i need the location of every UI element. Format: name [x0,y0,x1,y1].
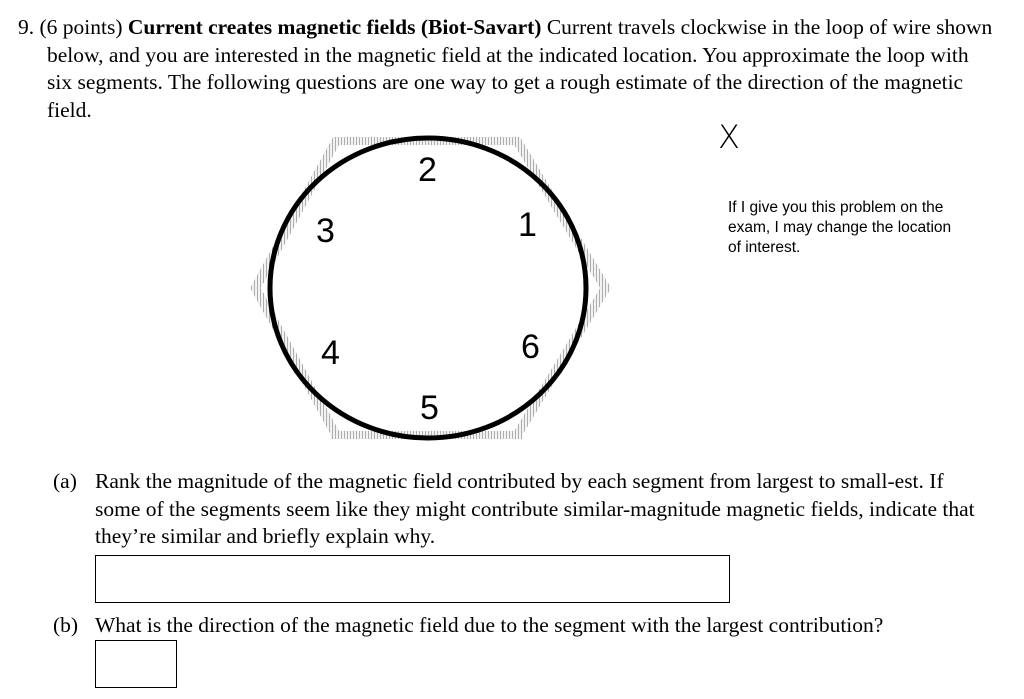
segment-label-4: 4 [321,334,340,372]
segment-label-6: 6 [521,328,540,366]
problem-title: Current creates magnetic fields (Biot-Savart) [127,15,542,39]
question-b-tag: (b) [53,613,79,637]
question-b [53,612,1013,640]
loop-diagram [245,125,615,450]
segment-label-1: 1 [518,206,537,244]
segment-label-2: 2 [418,151,437,189]
problem-paragraph [18,14,993,124]
problem-number: 9. [18,15,35,39]
question-a-text: Rank the magnitude of the magnetic field contributed by each segment from largest to small-est. If some of the segments seem like they might contribute similar-magnitude magnetic fields, indicate that they’re similar and briefly explain why. [95,469,975,548]
location-marker: X [718,118,740,156]
question-a [53,468,993,550]
question-a-tag: (a) [53,469,77,493]
segment-label-5: 5 [420,389,439,427]
problem-statement [18,14,993,124]
problem-points: (6 points) [39,15,123,39]
answer-box-b[interactable] [95,640,177,688]
question-b-text: What is the direction of the magnetic field due to the segment with the largest contribution? [95,613,884,637]
answer-box-a[interactable] [95,555,730,603]
problem-text: Current travels clockwise in the loop of wire shown below, and you are interested in the magnetic field at the indicated location. You approximate the loop with six segments. The following questions are one way to get a rough estimate of the direction of the magnetic field. [47,15,993,122]
exam-note: If I give you this problem on the exam, I may change the location of interest. [728,199,952,256]
segment-label-3: 3 [316,212,335,250]
